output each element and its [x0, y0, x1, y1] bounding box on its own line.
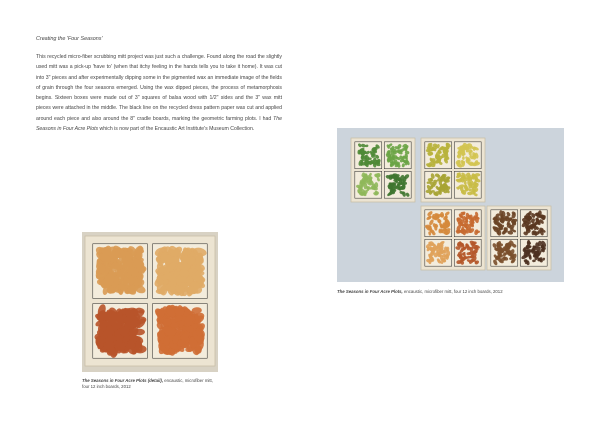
full-caption-text: encaustic, microfiber mitt, four 12 inch boards, 2012 — [402, 289, 503, 294]
section-heading: Creating the 'Four Seasons' — [36, 36, 103, 42]
full-artwork-caption — [337, 289, 564, 295]
detail-caption-title: The Seasons in Four Acre Plots (detail), — [82, 378, 164, 383]
paragraph-text-2: which is now part of the Encaustic Art Institute's Museum Collection. — [98, 126, 255, 133]
full-caption-title: The Seasons in Four Acre Plots, — [337, 289, 403, 294]
body-paragraph — [36, 52, 282, 134]
winter-board — [487, 206, 551, 270]
detail-caption-text: encaustic, microfiber mitt, four 12 inch boards, 2012 — [82, 378, 213, 390]
detail-caption — [82, 378, 218, 391]
autumn-board — [421, 206, 485, 270]
full-artwork-photo — [337, 128, 564, 282]
spring-board — [351, 138, 415, 202]
summer-board — [421, 138, 485, 202]
detail-board — [85, 236, 215, 366]
detail-photo — [82, 232, 218, 372]
right-page — [300, 0, 600, 424]
artwork-title-inline: The Seasons in Four Acre Plots — [36, 115, 282, 133]
paragraph-text-1: This recycled micro-fiber scrubbing mitt project was just such a challenge. Found along the road the slightly used mitt was a pick-up 'have to' (when that itchy feeling in the hands tells you to take it home). It was cut into 3" pieces and after experimentally dipping some in the pigmented wax an immediate image of the fields of grain through the four seasons emerged. Using the wax dipped pieces, the process of metamorphosis begins. Sixteen boxes were made out of 3" squares of balsa wood with 1/2" sides and the 3" wax mitt pieces were attached in the middle. The black line on the recycled dress pattern paper was cut and applied around each piece and also around the 8" cradle boards, marking the geometric farming plots. I had — [36, 54, 282, 122]
